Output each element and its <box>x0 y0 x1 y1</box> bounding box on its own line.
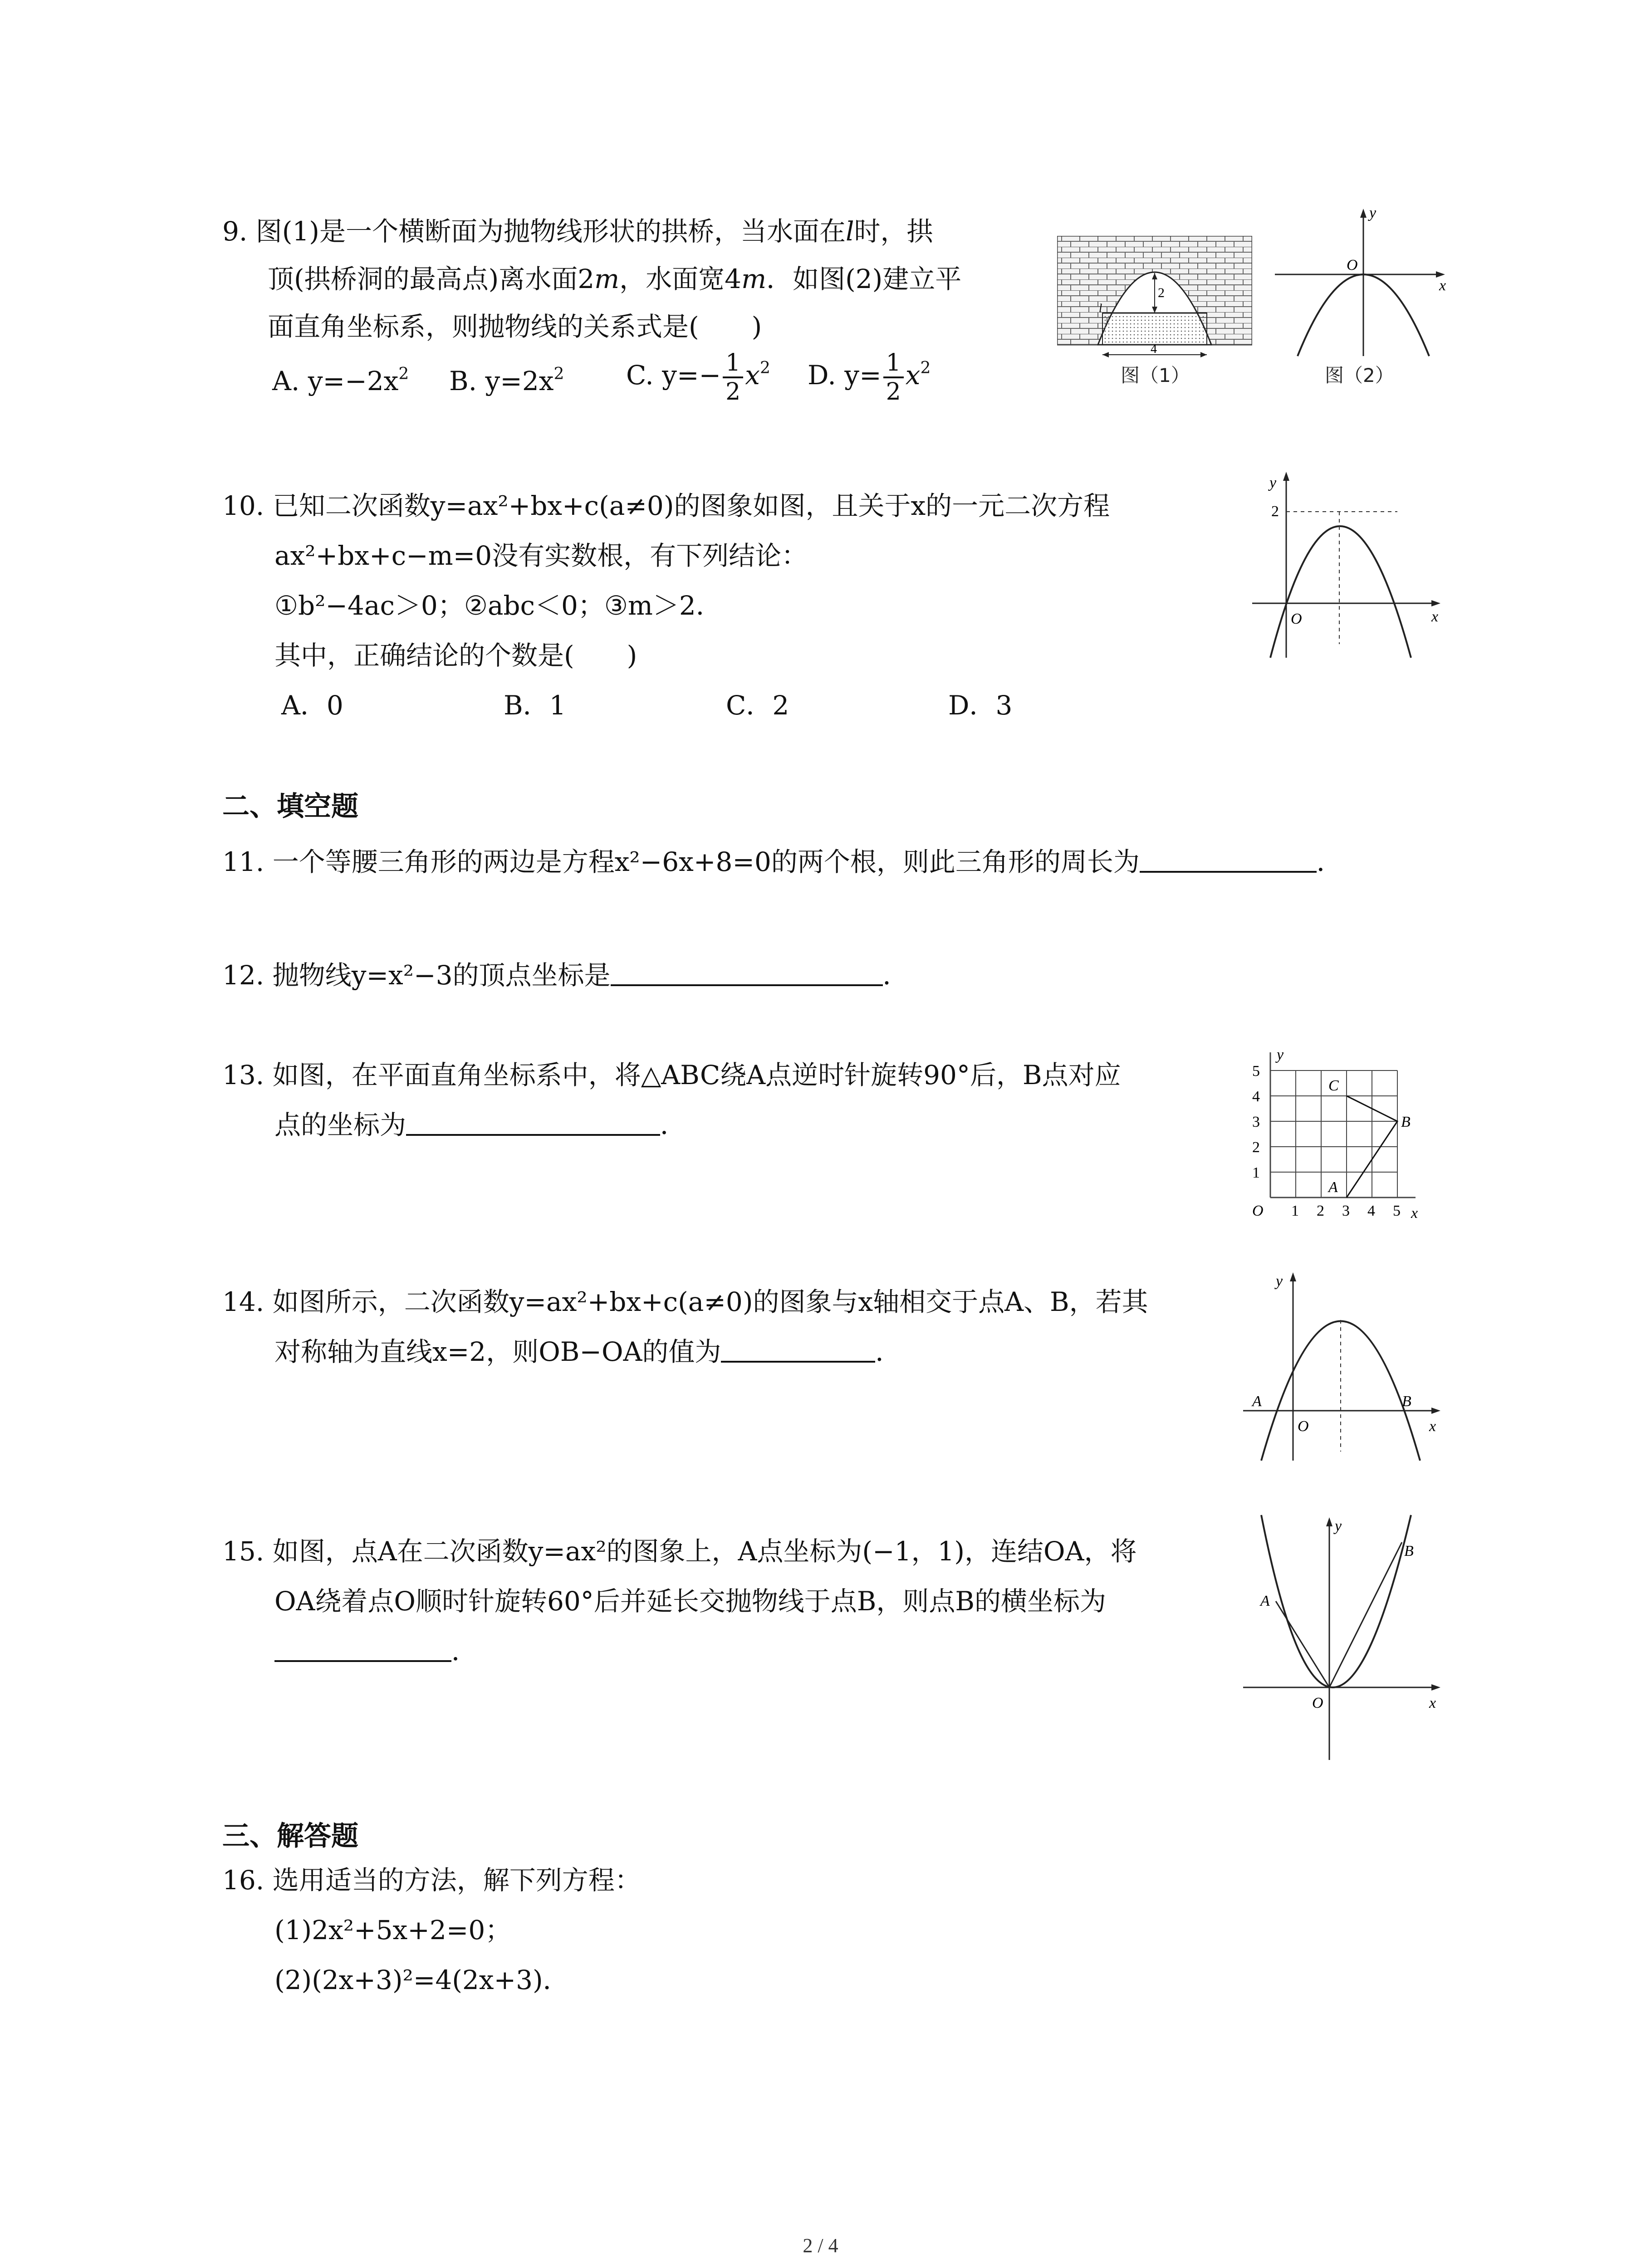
q15-fig-origin: O <box>1312 1695 1323 1711</box>
q12-line <box>222 957 909 993</box>
y-tick-label: 4 <box>1252 1088 1260 1105</box>
q9-text-2a: 顶(拱桥洞的最高点)离水面2 <box>268 264 595 294</box>
y-tick-label: 2 <box>1252 1139 1260 1156</box>
q9-figure-parabola <box>1270 206 1452 361</box>
q15-number: 15. <box>222 1536 265 1567</box>
q9-option-d-num: 1 <box>883 349 904 378</box>
section-3-title: 三、解答题 <box>222 1820 358 1852</box>
q16-line3 <box>274 1962 569 1998</box>
q13-fig-x-label: x <box>1411 1205 1418 1222</box>
q10-text-2: ax²+bx+c−m=0没有实数根，有下列结论： <box>274 540 808 571</box>
q15-fig-y-label: y <box>1335 1518 1342 1535</box>
q14-fig-x-label: x <box>1429 1418 1436 1435</box>
q10-text-4: 其中，正确结论的个数是( ) <box>274 640 637 671</box>
q13-end: ． <box>660 1110 687 1140</box>
q9-text-3: 面直角坐标系，则抛物线的关系式是( ) <box>268 311 762 342</box>
q15-answer-blank[interactable] <box>274 1634 451 1662</box>
q9-option-d-sq: 2 <box>920 359 931 378</box>
q15-fig-b-label: B <box>1404 1543 1414 1559</box>
q14-line1 <box>222 1284 1148 1320</box>
q9-option-b-sq: 2 <box>554 365 564 383</box>
q9-fig1-height-label: 2 <box>1158 285 1165 300</box>
q14-fig-a-label: A <box>1252 1393 1262 1410</box>
q15-text-2: OA绕着点O顺时针旋转60°后并延长交抛物线于点B，则点B的横坐标为 <box>274 1586 1107 1617</box>
q10-number: 10. <box>222 490 265 521</box>
q10-line3 <box>274 587 722 624</box>
q11-end: ． <box>1316 846 1343 877</box>
q9-option-a-sq: 2 <box>398 365 409 383</box>
q9-option-c-num: 1 <box>723 349 743 378</box>
q9-option-d-fraction <box>883 349 904 406</box>
q14-answer-blank[interactable] <box>721 1334 875 1363</box>
q10-figure <box>1243 467 1443 662</box>
q9-option-c-text: C. y=− <box>626 360 721 391</box>
q10-fig-2-label: 2 <box>1271 503 1279 520</box>
q13-grid-figure <box>1243 1039 1434 1229</box>
q16-line1 <box>222 1862 641 1898</box>
q16-number: 16. <box>222 1865 265 1896</box>
q16-text-1: 选用适当的方法，解下列方程： <box>272 1865 641 1896</box>
q16-line2 <box>274 1912 511 1948</box>
q9-option-a-text: A. y=−2x <box>272 366 399 396</box>
q14-fig-y-label: y <box>1276 1273 1283 1290</box>
q9-fig1-caption: 图（1） <box>1121 364 1190 386</box>
q16-text-3: (2)(2x+3)²=4(2x+3)． <box>274 1965 569 1995</box>
q9-option-c-sq: 2 <box>759 359 770 378</box>
q9-text-2b: ，水面宽4 <box>619 264 742 294</box>
q15-figure <box>1234 1510 1443 1765</box>
q14-fig-origin: O <box>1298 1418 1309 1435</box>
q9-figure-bridge <box>1057 236 1252 367</box>
q14-text-1: 如图所示，二次函数y=ax²+bx+c(a≠0)的图象与x轴相交于点A、B，若其 <box>272 1286 1148 1317</box>
q11-answer-blank[interactable] <box>1140 845 1317 873</box>
q10-option-d: D．3 <box>948 690 1013 721</box>
q14-end: ． <box>875 1336 902 1367</box>
q13-fig-origin: O <box>1252 1202 1264 1219</box>
q12-number: 12. <box>222 960 265 991</box>
q11-line <box>222 844 1343 880</box>
q13-fig-a-label: A <box>1328 1179 1338 1196</box>
q10-text-1: 已知二次函数y=ax²+bx+c(a≠0)的图象如图，且关于x的一元二次方程 <box>272 490 1110 521</box>
q12-end: ． <box>882 960 909 991</box>
q15-end: ． <box>451 1636 478 1667</box>
q13-line2 <box>274 1107 686 1143</box>
q13-text-1: 如图，在平面直角坐标系中，将△ABC绕A点逆时针旋转90°后，B点对应 <box>272 1060 1121 1090</box>
q9-fig2-x-label: x <box>1439 277 1446 294</box>
q10-line1 <box>222 488 1110 524</box>
q10-line2 <box>274 538 808 574</box>
q9-fig2-origin: O <box>1347 257 1358 274</box>
q12-answer-blank[interactable] <box>611 958 883 986</box>
q9-option-c-den: 2 <box>725 378 741 406</box>
q10-fig-origin: O <box>1291 611 1302 627</box>
q9-option-d-text: D. y= <box>808 360 882 391</box>
q9-unit-m1: m <box>594 264 620 294</box>
y-tick-label: 3 <box>1252 1114 1260 1130</box>
q9-number: 9. <box>222 216 248 247</box>
x-tick-label: 5 <box>1393 1202 1401 1219</box>
y-tick-label: 5 <box>1252 1063 1260 1080</box>
q14-number: 14. <box>222 1286 265 1317</box>
q15-fig-a-label: A <box>1260 1593 1270 1609</box>
q10-option-a: A．0 <box>281 690 343 721</box>
q9-option-d-den: 2 <box>886 378 901 406</box>
q9-var-l: l <box>845 216 854 247</box>
q9-fig2-y-label: y <box>1369 206 1376 221</box>
q9-unit-m2: m <box>741 264 767 294</box>
x-tick-label: 4 <box>1367 1202 1375 1219</box>
q15-fig-x-label: x <box>1429 1695 1436 1711</box>
q12-text: 抛物线y=x²−3的顶点坐标是 <box>272 960 611 991</box>
section-2-title: 二、填空题 <box>222 791 358 822</box>
q9-fig1-l-label: l <box>1099 302 1102 315</box>
q13-number: 13. <box>222 1060 265 1090</box>
q14-fig-b-label: B <box>1402 1393 1411 1410</box>
q10-fig-x-label: x <box>1431 608 1439 625</box>
q9-text-1-end: 时，拱 <box>854 216 933 247</box>
q10-text-3: ①b²−4ac＞0；②abc＜0；③m＞2． <box>274 590 722 621</box>
q10-fig-y-label: y <box>1269 474 1277 491</box>
q9-option-c-fraction <box>723 349 743 406</box>
y-tick-label: 1 <box>1252 1164 1260 1181</box>
q9-option-c-x: x <box>745 360 760 391</box>
q9-fig1-width-label: 4 <box>1151 342 1157 356</box>
q16-text-2: (1)2x²+5x+2=0； <box>274 1915 512 1945</box>
x-tick-label: 3 <box>1342 1202 1350 1219</box>
q9-fig2-caption: 图（2） <box>1325 364 1394 386</box>
q9-option-d-x: x <box>905 360 921 391</box>
q15-line2 <box>274 1583 1106 1619</box>
q11-text: 一个等腰三角形的两边是方程x²−6x+8=0的两个根，则此三角形的周长为 <box>272 846 1140 877</box>
q9-text-1: 图(1)是一个横断面为抛物线形状的拱桥，当水面在 <box>255 216 846 247</box>
q9-option-d <box>808 349 931 406</box>
q13-line1 <box>222 1057 1121 1093</box>
q15-line3 <box>274 1633 478 1669</box>
q15-line1 <box>222 1533 1136 1569</box>
q14-line2 <box>274 1334 901 1370</box>
q13-text-2: 点的坐标为 <box>274 1110 407 1140</box>
q14-text-2: 对称轴为直线x=2，则OB−OA的值为 <box>274 1336 721 1367</box>
q11-number: 11. <box>222 846 265 877</box>
q9-line1 <box>222 213 933 249</box>
page-number: 2 / 4 <box>803 2234 838 2257</box>
q14-figure <box>1234 1266 1443 1465</box>
x-tick-label: 1 <box>1291 1202 1299 1219</box>
q9-option-b-text: B. y=2x <box>449 366 554 396</box>
q9-option-a <box>272 363 409 399</box>
x-tick-label: 2 <box>1317 1202 1324 1219</box>
q10-option-b: B．1 <box>504 690 566 721</box>
q10-line4 <box>274 637 637 674</box>
q15-text-1: 如图，点A在二次函数y=ax²的图象上，A点坐标为(−1，1)，连结OA，将 <box>272 1536 1137 1567</box>
q9-line3 <box>268 308 762 345</box>
q13-fig-y-label: y <box>1277 1046 1284 1063</box>
q9-option-b <box>449 363 564 399</box>
q9-line2 <box>268 261 961 297</box>
q13-answer-blank[interactable] <box>406 1108 660 1136</box>
q13-fig-b-label: B <box>1401 1114 1411 1130</box>
q13-fig-c-label: C <box>1328 1077 1339 1094</box>
q9-text-2c: ．如图(2)建立平 <box>766 264 962 294</box>
q10-option-c: C．2 <box>726 690 789 721</box>
q9-option-c <box>626 349 770 406</box>
